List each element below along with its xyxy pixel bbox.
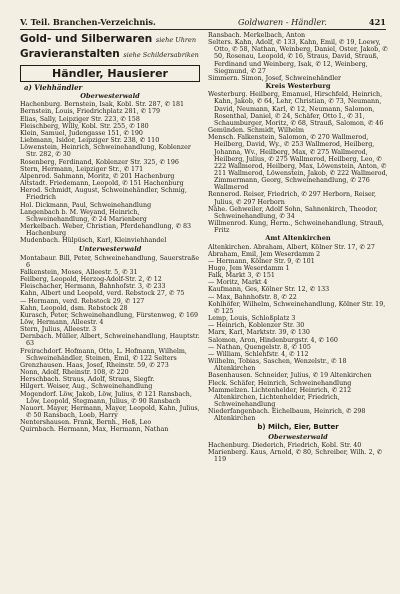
directory-entry: Kahn, Leopold, dsm. Rebstock 28: [20, 304, 128, 312]
directory-entry: Lemp, Louis, Schloßplatz 3: [208, 315, 296, 323]
heading-engravers-text: Gravieranstalten: [20, 48, 120, 60]
directory-entry: Kaufmann, Ges, Kölner Str. 12, ✆ 133: [208, 286, 330, 294]
directory-entry: Bernstein, Louis, Friedrichplatz 281, ✆ 179: [20, 108, 161, 116]
left-column: [20, 32, 200, 434]
directory-entry: — Hermann, Kölner Str. 9, ✆ 101: [208, 257, 315, 265]
directory-entry: Nauort. Mayer, Hermann, Mayer, Leopold, Kahn, Julius, ✆ 50 Ransbach, Loeb, Harry: [20, 404, 200, 420]
entries-westerburg: [208, 91, 388, 234]
entries-unterwesterwald: [20, 255, 200, 434]
directory-entry: Westerburg. Heilberg, Emanuel, Hirschfeld, Heinrich, Kahn, Jakob, ✆ 64, Lehr, Christian, ✆ 73, Neumann, David, Neumann, Karl, ✆ 12, Neumann, Salomon, Rosenthal, Daniel, ✆ 24, Schäfer, Otto I., ✆ 31, Schaumburger, Moritz, ✆ 68, Strauß, Salomon, ✆ 46: [208, 91, 384, 127]
directory-entry: Liebmann, Isidor, Leipziger Str. 238, ✆ 110: [20, 137, 160, 145]
section-a-title: a) Viehhändler: [24, 83, 83, 92]
directory-entry: Altenkirchen. Abraham, Albert, Kölner Str. 17, ✆ 27: [208, 243, 375, 251]
directory-entry: Nähe. Gehweiler, Adolf Sohn, Sahnenkirch, Theodor, Schweinehandlung, ✆ 34: [208, 205, 378, 220]
directory-entry: Fleischberg, Willy, Kobl. Str. 255, ✆ 180: [20, 122, 149, 130]
directory-entry: Mammelzen. Lichtenhelder, Heinrich, ✆ 212 Altenkirchen, Lichtenhelder, Friedrich, Schweinehandlung: [208, 386, 352, 408]
page-header: [20, 15, 386, 28]
directory-entry: Freirachdorf. Hofmann, Otto, L. Hofmann, Wilhelm, Schweinehändler, Steinen, Emil, ✆ 122 Selters: [20, 347, 187, 362]
directory-entry: Mensch. Falkenstein, Salomon, ✆ 270 Wallmerod, Heilberg, David, Wy., ✆ 253 Wallmerod, Heilberg, Johanna, Wv., Heilberg, Max, ✆ 275 Wallmerod, Heilberg, Julius, ✆ 275 Wallmerod, Heilberg, Leo, ✆ 222 Wallmerod, Heilberg, Max, Löwenstein, Anton, ✆ 211 Wallmerod, Löwenstein, Jakob, ✆ 222 Wallmerod, Zimmermann, Georg, Schweinehandlung, ✆ 276 Wallmerod: [208, 134, 388, 192]
directory-entry: Hugo, Jem Weserdamm 1: [208, 265, 290, 272]
directory-entry: — Moritz, Markt 4: [208, 279, 268, 287]
directory-entry: — Heinrich, Koblenzer Str. 30: [208, 322, 305, 330]
directory-entry: Alpenrod. Sahmann, Moritz, ✆ 201 Hachenburg: [20, 172, 175, 180]
directory-entry: Nonn, Adolf, Rheinstr. 108, ✆ 220: [20, 369, 129, 377]
heading-gold-silver: [20, 33, 200, 47]
entries-continued: [208, 32, 388, 82]
directory-entry: Löwenstein, Heinrich, Schweinehandlung, Koblenzer Str. 282, ✆ 30: [20, 144, 191, 159]
directory-entry: Wilhelm, Tobias, Saschen, Wenzelstr., ✆ 18 Altenkirchen: [208, 358, 347, 373]
directory-entry: Stern, Hermann, Leipziger Str., ✆ 171: [20, 165, 144, 173]
right-column: [208, 32, 388, 463]
directory-entry: Fleck. Schäfer, Heinrich, Schweinehandlung: [208, 379, 352, 387]
heading-engravers-note: siehe Schildersabriken: [123, 51, 199, 59]
directory-entry: Kurasch, Peter, Schweinehandlung, Fürstenweg, ✆ 169: [20, 311, 199, 319]
directory-entry: Quirnbach. Hermann, Max, Hermann, Nathan: [20, 426, 169, 434]
directory-entry: Abraham, Emil, Jem Weserdamm 2: [208, 250, 321, 258]
entries-oberwesterwald: [20, 101, 200, 244]
directory-entry: Fleischacher, Hermann, Bahnhofstr. 3, ✆ 233: [20, 283, 166, 291]
directory-entry: Dernbach. Müller, Albert, Schweinehandlung, Hauptstr. 63: [20, 333, 200, 348]
directory-entry: Basenhausen. Schneider, Julius, ✆ 19 Altenkirchen: [208, 372, 372, 380]
directory-entry: Mogendorf. Löw, Jakob, Löw, Julius, ✆ 121 Ransbach, Löw, Leopold, Stegmann, Julius, ✆ 90 Ransbach: [20, 390, 192, 405]
section-b-title: b) Milch, Eier, Butter: [257, 423, 339, 432]
directory-entry: Hachenburg. Bernstein, Isak, Kobl. Str. 287, ✆ 181: [20, 101, 185, 109]
subsection-oberwesterwald: Oberwesterwald: [80, 92, 140, 101]
running-title: Goldwaren - Händler.: [237, 16, 327, 27]
subsection-unterwesterwald: Unterwesterwald: [78, 245, 142, 254]
subsection-oberwesterwald-2: Oberwesterwald: [268, 432, 328, 441]
directory-entry: Hol. Dickmann, Paul, Schweinehandlung: [20, 201, 152, 209]
directory-entry: Feilberg, Leopold, Herzog-Adolf-Str. 2, ✆ 12: [20, 276, 162, 284]
page-number: 421: [368, 16, 386, 27]
directory-entry: — William, Schlehfstr. 4, ✆ 112: [208, 350, 309, 358]
entries-milk: [208, 442, 388, 463]
directory-entry: Kahn, Albert und Leopold, verd. Rebstock 27, ✆ 75: [20, 290, 185, 298]
directory-entry: Rosenberg, Ferdinand, Koblenzer Str. 325, ✆ 196: [20, 158, 179, 166]
directory-entry: — Max, Bahnhofstr. 8, ✆ 22: [208, 293, 297, 301]
directory-entry: Herschbach. Straus, Adolf, Straus, Siegfr.: [20, 376, 155, 384]
directory-entry: Gemünden. Schmidt, Wilhelm: [208, 127, 304, 135]
directory-entry: Löw, Hermann, Alleestr. 4: [20, 319, 104, 326]
heading-gold-silver-text: Gold- und Silberwaren: [20, 33, 153, 45]
directory-entry: Nentershausen. Frank, Bernh., Heß, Leo: [20, 419, 152, 427]
directory-entry: Falkenstein, Moses, Alleestr. 5, ✆ 31: [20, 268, 138, 276]
directory-entry: Rennerod. Reiser, Friedrich, ✆ 297 Herborn, Reiser, Julius, ✆ 297 Herborn: [208, 191, 377, 206]
directory-entry: Langenbach b. M. Weyand, Heinrich, Schweinehandlung, ✆ 24 Marienberg: [20, 208, 147, 223]
directory-entry: Marienberg. Kaus, Arnold, ✆ 80, Schreiber, Wilh. 2, ✆ 119: [208, 448, 383, 464]
directory-entry: Hilgert. Weiser, Aug., Schweinehandlung: [20, 383, 153, 391]
directory-entry: Elias, Sally, Leipziger Str. 223, ✆ 158: [20, 115, 140, 123]
directory-entry: Willmenrod. Kung, Herm., Schweinehandlung, Strauß, Fritz: [208, 220, 384, 235]
directory-entry: Hachenburg. Diederich, Friedrich, Kobl. Str. 40: [208, 441, 362, 449]
subsection-westerburg: Kreis Westerburg: [265, 82, 331, 91]
directory-entry: — Hermann, verd. Rebstock 29, ✆ 127: [20, 297, 145, 305]
directory-entry: Altstadt. Friedemann, Leopold, ✆ 151 Hachenburg: [20, 180, 184, 188]
entries-altenkirchen: [208, 244, 388, 423]
directory-entry: Marx, Karl, Marktstr. 39, ✆ 130: [208, 329, 310, 337]
directory-entry: Falk, Markt 3, ✆ 151: [208, 272, 275, 280]
directory-entry: Selters. Kahn, Adolf, ✆ 133, Kahn, Emil, ✆ 19, Loewy, Otto, ✆ 58, Nathan, Weinberg, Daniel, Oster, Jakob, ✆ 50, Rosenau, Leopold, ✆ 16, Straus, David, Strauß, Ferdinand und Weinberg, Isak, ✆ 12, Weinberg, Siegmund, ✆ 27: [208, 39, 388, 75]
directory-entry: Salomon, Aron, Hindenburgstr. 4, ✆ 160: [208, 336, 338, 344]
directory-entry: Merkelbach. Weber, Christian, Pferdehandlung, ✆ 83 Hachenburg: [20, 222, 192, 238]
subsection-altenkirchen: Amt Altenkirchen: [265, 234, 331, 243]
directory-entry: — Nathan, Quengelstr. 8, ✆ 105: [208, 343, 311, 351]
directory-entry: Grenzhausen. Haas, Josef, Rheinstr. 59, ✆ 273: [20, 361, 169, 369]
directory-entry: Stern, Julius, Alleestr. 3: [20, 326, 97, 334]
directory-entry: Ransbach. Merkelbach, Anton: [208, 32, 306, 39]
directory-entry: Klein, Samuel, Judengasse 151, ✆ 190: [20, 129, 143, 137]
section-title: V. Teil. Branchen-Verzeichnis.: [20, 16, 156, 27]
header-rule: [20, 29, 386, 30]
directory-entry: Montabaur. Bill, Peter, Schweinehandlung, Sauerstraße 6: [20, 254, 200, 269]
directory-entry: Herod. Schmidt, August, Schweinehändler, Schmig, Friedrich: [20, 187, 187, 202]
directory-entry: Kohlhöfer, Wilhelm, Schweinehandlung, Kölner Str. 19, ✆ 125: [208, 300, 386, 315]
directory-entry: Niederfangenbach. Eichelbaum, Heinrich, ✆ 298 Altenkirchen: [208, 408, 366, 423]
heading-gold-silver-note: siehe Uhren: [155, 36, 197, 44]
directory-entry: Mudenbach. Hülpüsch, Karl, Kleinviehhandel: [20, 237, 167, 245]
directory-entry: Simmern. Simon, Josef, Schweinehändler: [208, 74, 342, 82]
category-box-title: Händler, Hausierer: [20, 65, 200, 82]
heading-engravers: [20, 48, 200, 62]
